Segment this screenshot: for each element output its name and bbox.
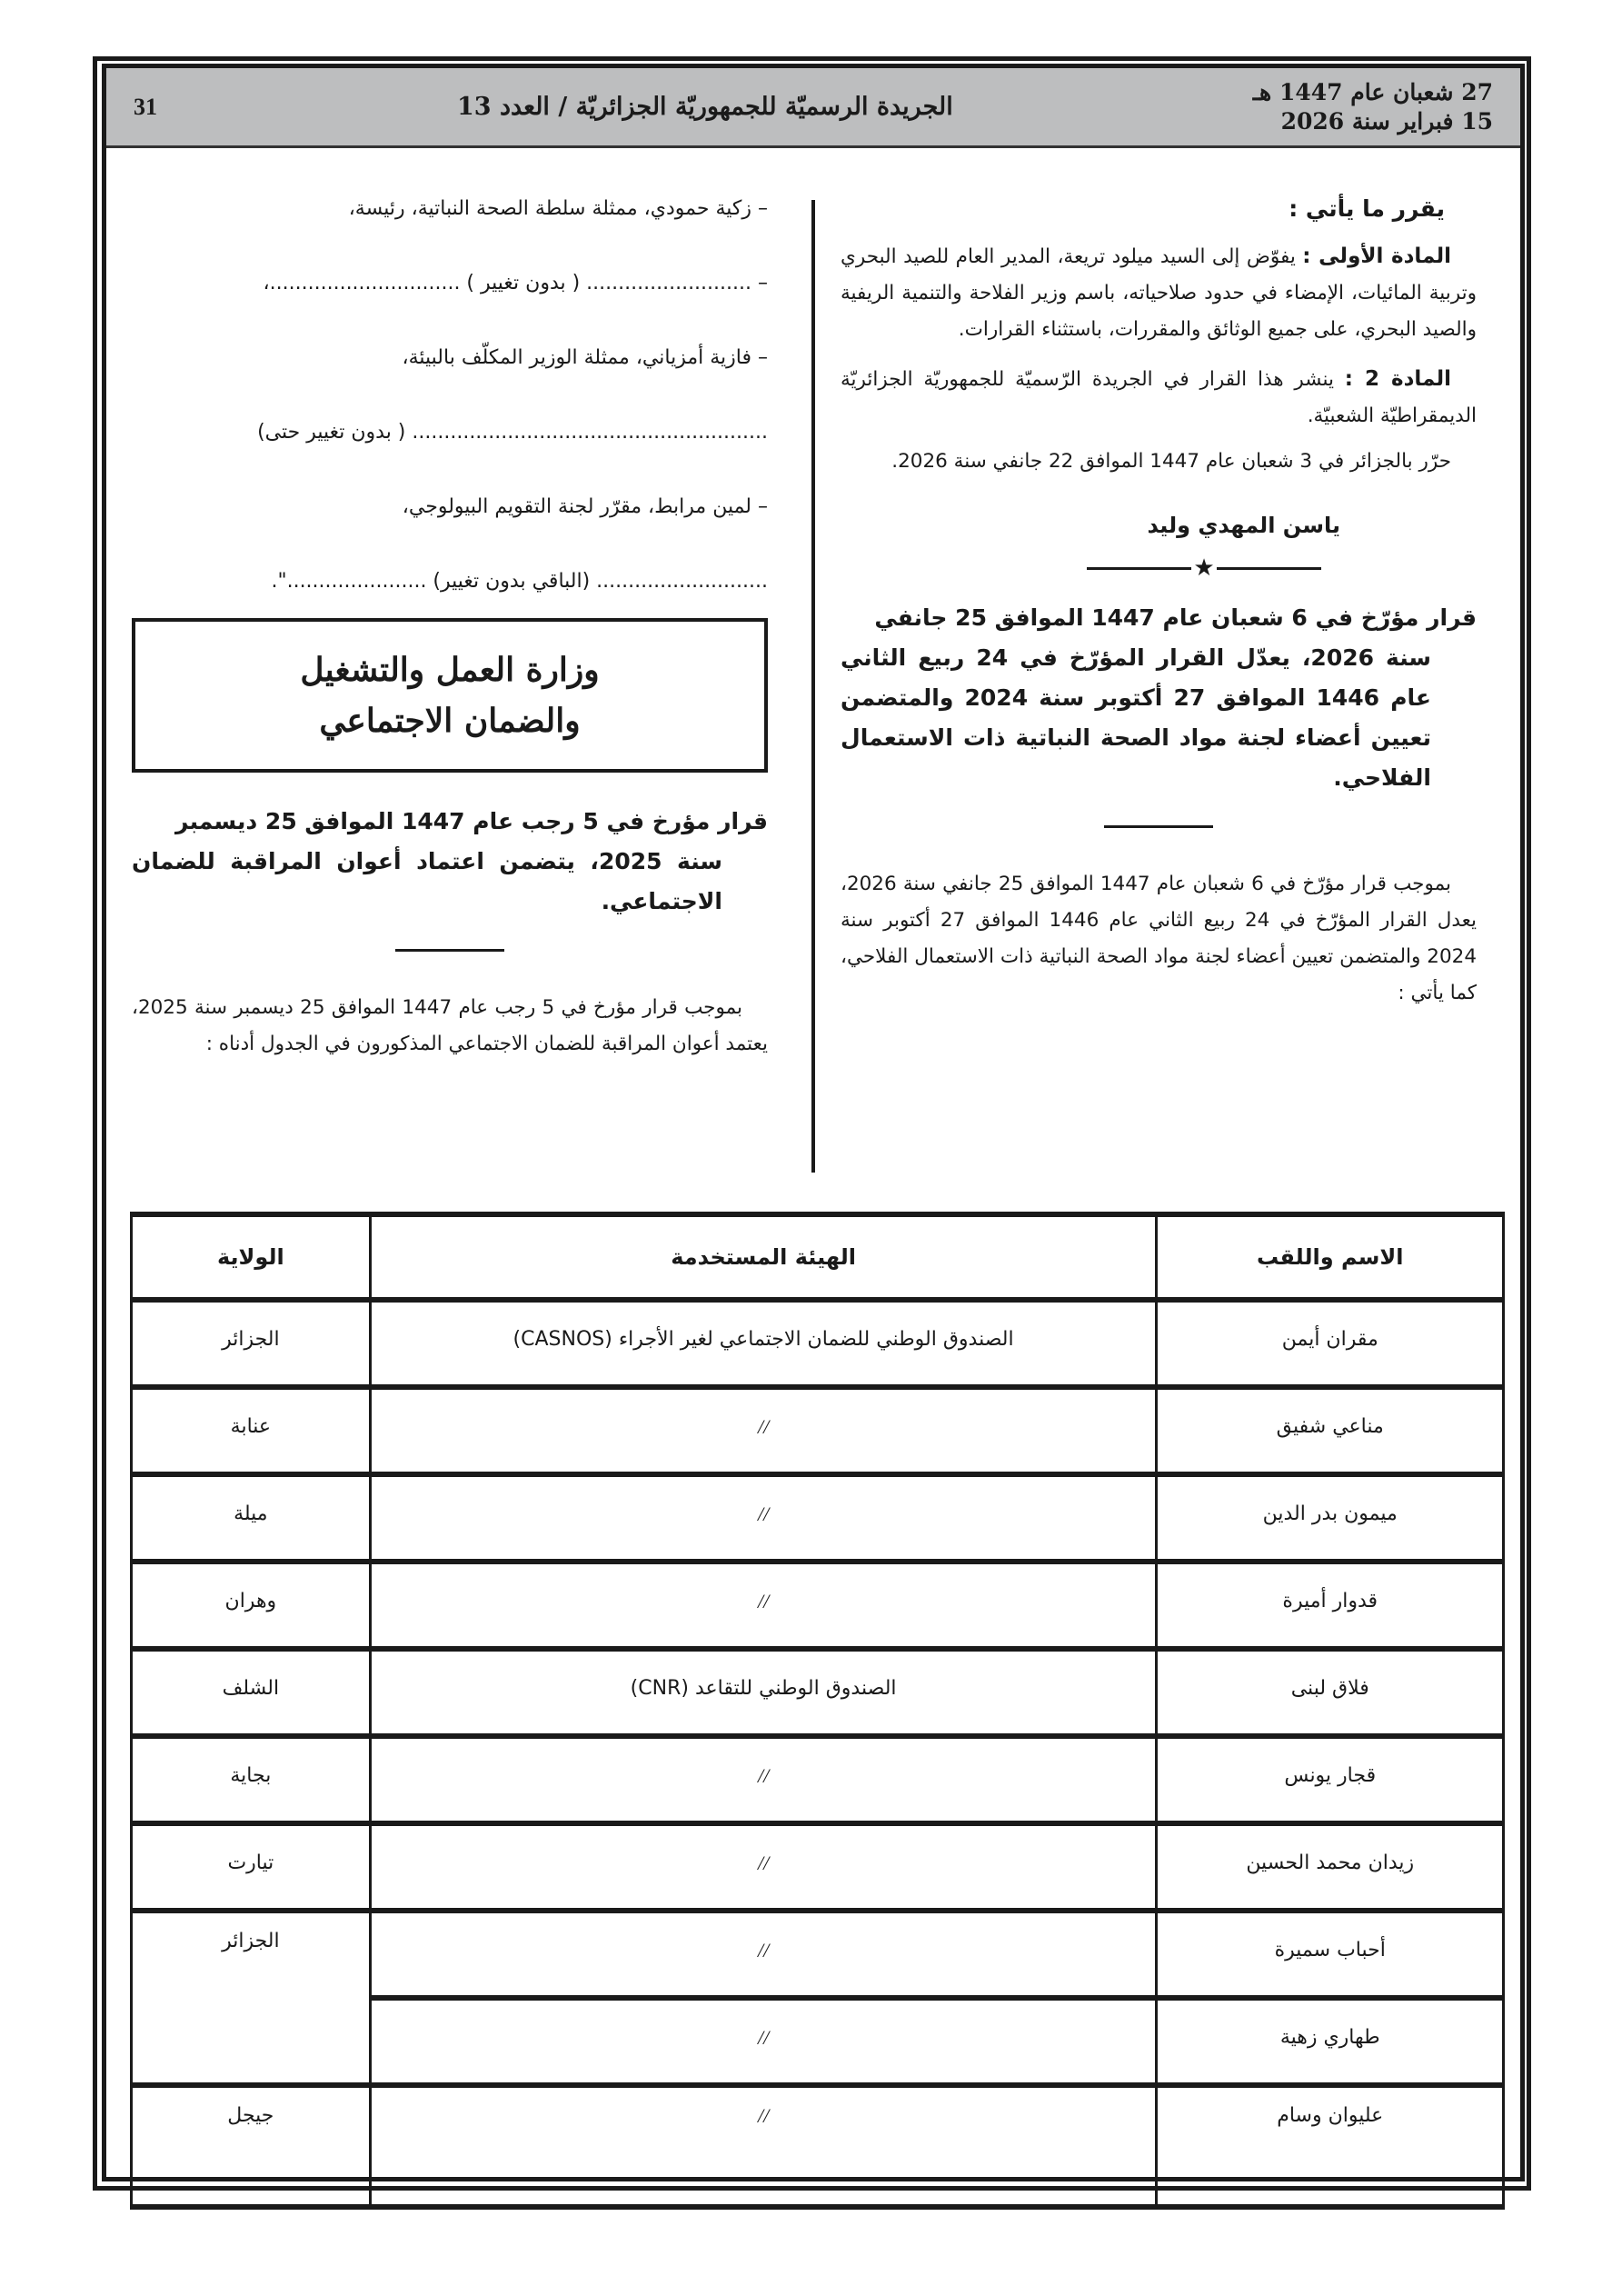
decides-heading: يقرر ما يأتي : xyxy=(1289,195,1445,222)
cell-name: طهاري زهية xyxy=(1157,1998,1504,2085)
gazette-title: الجريدة الرسميّة للجمهوريّة الجزائريّة / العدد 13 xyxy=(457,93,953,121)
table-row xyxy=(132,1823,1504,1911)
cell-name: عليوان وسام xyxy=(1157,2085,1504,2207)
member-item: ........................................................ ( بدون تغيير حتى) xyxy=(257,421,768,444)
cell-wilaya: جيجل xyxy=(132,2085,371,2207)
right-column xyxy=(841,191,1477,1012)
decree-2-title-rest: سنة 2026، يعدّل القرار المؤرّخ في 24 ربيع الثاني عام 1446 الموافق 27 أكتوبر سنة 2024 والمتضمن تعيين أعضاء لجنة مواد الصحة النباتية ذات الاستعمال الفلاحي. xyxy=(841,644,1432,791)
separator-line xyxy=(1087,567,1191,570)
cell-wilaya: وهران xyxy=(132,1562,371,1649)
page-number: 31 xyxy=(134,93,158,120)
header-org: الهيئة المستخدمة xyxy=(370,1214,1157,1300)
article-2 xyxy=(841,361,1477,434)
table-row xyxy=(132,1649,1504,1736)
control-agents-table xyxy=(130,1212,1505,2210)
cell-wilaya: بجاية xyxy=(132,1736,371,1823)
cell-org: // xyxy=(370,1562,1157,1649)
table-row xyxy=(132,1562,1504,1649)
header-name: الاسم واللقب xyxy=(1157,1214,1504,1300)
decree-2-title-line1: قرار مؤرّخ في 6 شعبان عام 1447 الموافق 25 جانفي xyxy=(874,604,1477,631)
decree-3-body: بموجب قرار مؤرخ في 5 رجب عام 1447 الموافق 25 ديسمبر سنة 2025، يعتمد أعوان المراقبة للضمان الاجتماعي المذكورون في الجدول أدناه : xyxy=(132,996,768,1055)
cell-org: // xyxy=(370,1911,1157,1998)
table-row xyxy=(132,1736,1504,1823)
decree-2-body: بموجب قرار مؤرّخ في 6 شعبان عام 1447 الموافق 25 جانفي سنة 2026، يعدل القرار المؤرّخ في 24 ربيع الثاني عام 1446 الموافق 27 أكتوبر سنة 2024 والمتضمن تعيين أعضاء لجنة مواد الصحة النباتية ذات الاستعمال الفلاحي، كما يأتي : xyxy=(841,873,1477,1004)
table-row xyxy=(132,1911,1504,1998)
table-row xyxy=(132,2085,1504,2207)
member-item: – فازية أمزياني، ممثلة الوزير المكلّف بالبيئة، xyxy=(402,346,768,369)
cell-wilaya: ميلة xyxy=(132,1474,371,1562)
cell-name: أحباب سميرة xyxy=(1157,1911,1504,1998)
article-1-label: المادة الأولى : xyxy=(1302,245,1451,268)
star-icon: ★ xyxy=(1193,554,1215,582)
cell-wilaya: تيارت xyxy=(132,1823,371,1911)
short-rule xyxy=(395,949,504,952)
decree-3-title-line1: قرار مؤرخ في 5 رجب عام 1447 الموافق 25 ديسمبر xyxy=(175,808,768,834)
member-item: – لمين مرابط، مقرّر لجنة التقويم البيولوجي، xyxy=(402,495,768,518)
cell-name: مقران أيمن xyxy=(1157,1300,1504,1387)
cell-org: // xyxy=(370,1998,1157,2085)
cell-wilaya: عنابة xyxy=(132,1387,371,1474)
table-row xyxy=(132,1387,1504,1474)
signatory-name: ياسن المهدي وليد xyxy=(1147,513,1340,538)
ministry-name-line2: والضمان الاجتماعي xyxy=(319,702,581,740)
column-divider xyxy=(811,200,815,1173)
member-item: – .......................... ( بدون تغيير ) ..............................، xyxy=(263,272,768,294)
ministry-heading-box xyxy=(132,618,768,773)
decree-2-title xyxy=(841,598,1477,798)
cell-org: الصندوق الوطني للتقاعد (CNR) xyxy=(370,1649,1157,1736)
cell-wilaya: الجزائر xyxy=(132,1300,371,1387)
cell-name: قجار يونس xyxy=(1157,1736,1504,1823)
gregorian-date: 15 فبراير سنة 2026 xyxy=(1280,107,1493,135)
cell-org: الصندوق الوطني للضمان الاجتماعي لغير الأجراء (CASNOS) xyxy=(370,1300,1157,1387)
cell-org: // xyxy=(370,1474,1157,1562)
table-header-row xyxy=(132,1214,1504,1300)
cell-name: قدوار أميرة xyxy=(1157,1562,1504,1649)
left-column xyxy=(132,191,768,1063)
gazette-header xyxy=(106,68,1520,148)
table-row xyxy=(132,1300,1504,1387)
article-2-text: ينشر هذا القرار في الجريدة الرّسميّة للجمهوريّة الجزائريّة الديمقراطيّة الشعبيّة. xyxy=(841,368,1477,427)
header-wilaya: الولاية xyxy=(132,1214,371,1300)
decree-3-title xyxy=(132,802,768,922)
cell-wilaya: الشلف xyxy=(132,1649,371,1736)
cell-name: ميمون بدر الدين xyxy=(1157,1474,1504,1562)
signed-place-date: حرّر بالجزائر في 3 شعبان عام 1447 الموافق 22 جانفي سنة 2026. xyxy=(891,450,1451,473)
short-rule xyxy=(1104,825,1213,828)
cell-org: // xyxy=(370,1387,1157,1474)
cell-name: مناعي شفيق xyxy=(1157,1387,1504,1474)
hijri-date: 27 شعبان عام 1447 هـ xyxy=(1252,78,1493,105)
separator-line xyxy=(1217,567,1321,570)
member-item: – زكية حمودي، ممثلة سلطة الصحة النباتية، رئيسة، xyxy=(348,197,768,220)
cell-name: زيدان محمد الحسين xyxy=(1157,1823,1504,1911)
ministry-name-line1: وزارة العمل والتشغيل xyxy=(300,651,600,689)
member-item: ........................... (الباقي بدون تغيير) ......................". xyxy=(271,570,768,593)
cell-org: // xyxy=(370,1736,1157,1823)
decree-3-title-rest: سنة 2025، يتضمن اعتماد أعوان المراقبة للضمان الاجتماعي. xyxy=(132,848,723,914)
article-1 xyxy=(841,238,1477,348)
cell-org: // xyxy=(370,2085,1157,2207)
cell-wilaya: الجزائر xyxy=(132,1911,371,2085)
article-2-label: المادة 2 : xyxy=(1344,367,1451,391)
article-1-text: يفوّض إلى السيد ميلود تريعة، المدير العام للصيد البحري وتربية المائيات، الإمضاء في حدود صلاحياته، باسم وزير الفلاحة والتنمية الريفية والصيد البحري، على جميع الوثائق والمقررات، باستثناء القرارات. xyxy=(841,245,1477,341)
header-dates xyxy=(1253,78,1493,136)
cell-name: فلاق لبنى xyxy=(1157,1649,1504,1736)
cell-org: // xyxy=(370,1823,1157,1911)
star-separator xyxy=(841,556,1477,580)
table-row xyxy=(132,1474,1504,1562)
